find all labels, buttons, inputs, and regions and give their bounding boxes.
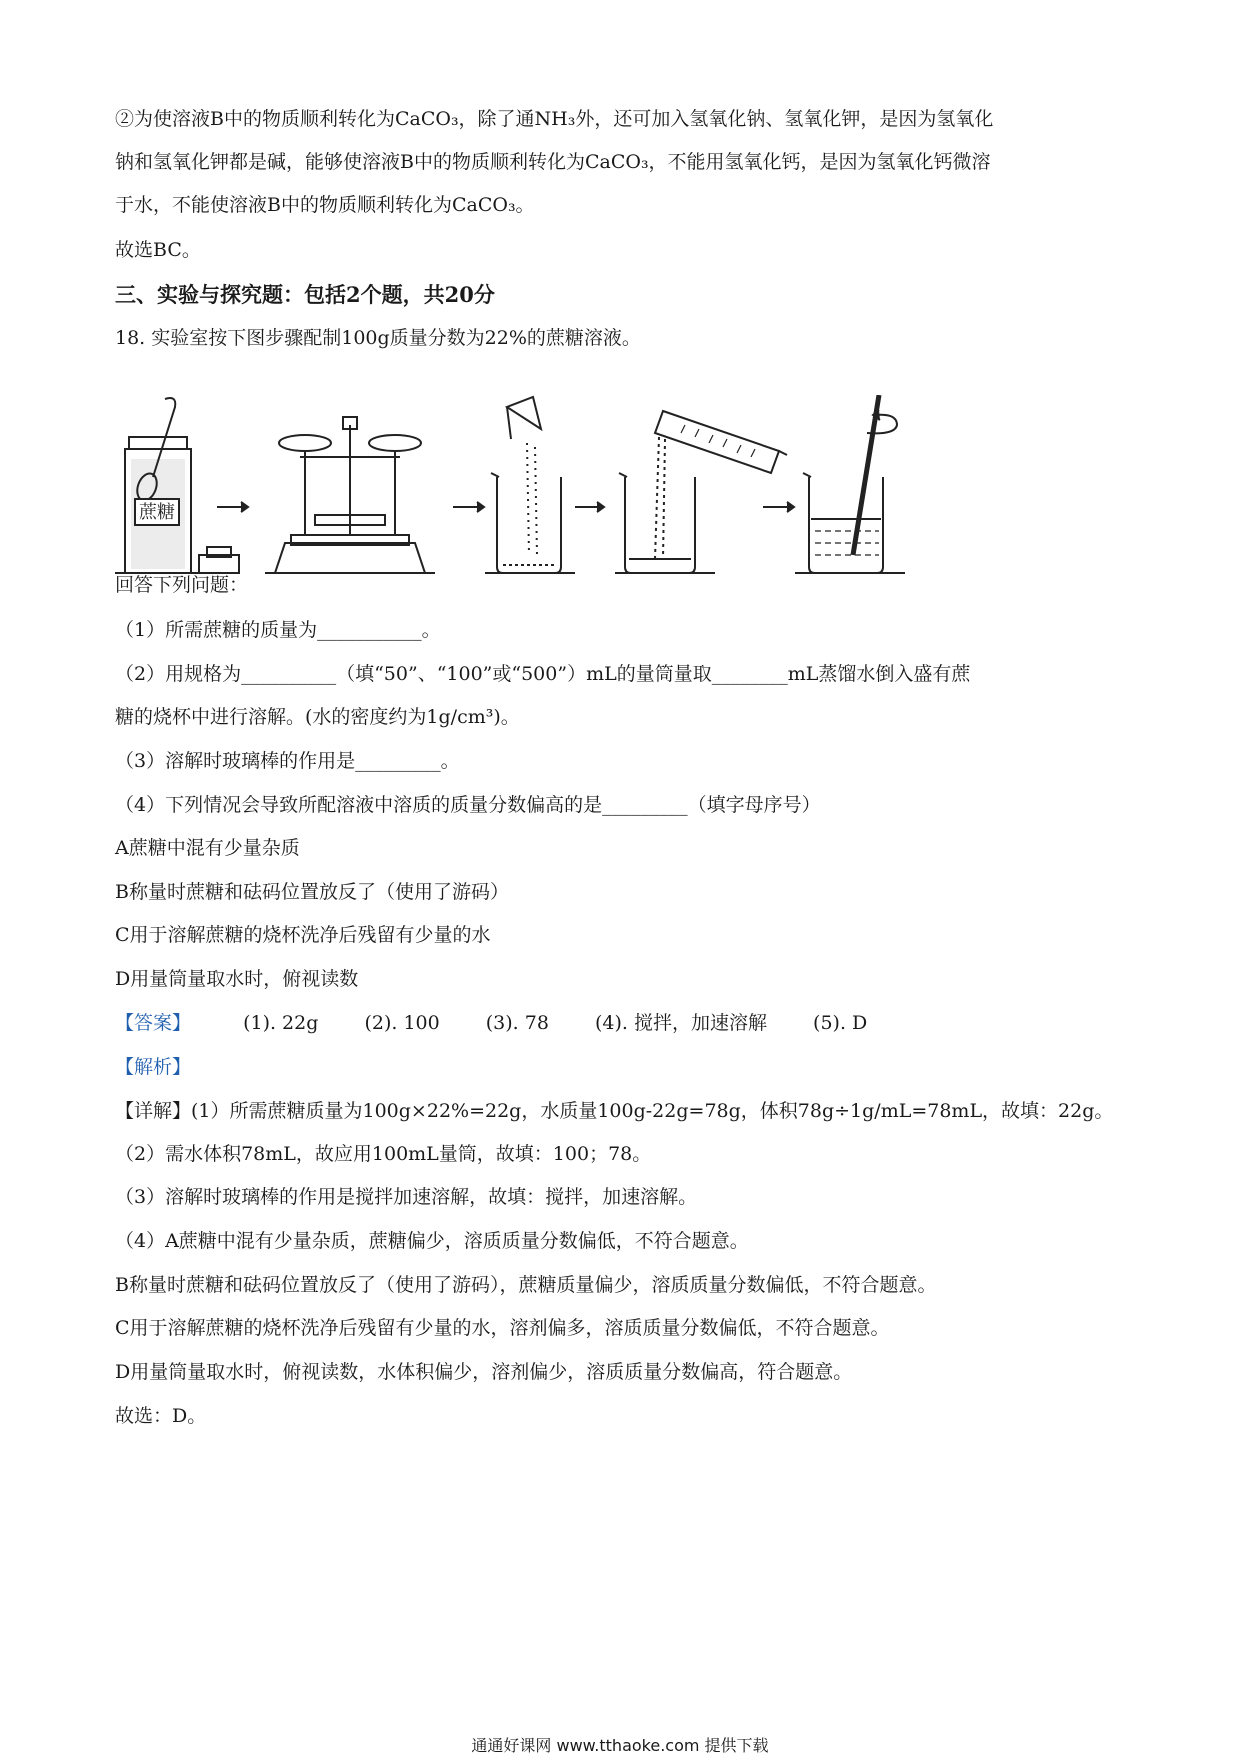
analysis-line: （4）A蔗糖中混有少量杂质，蔗糖偏少，溶质质量分数偏低，不符合题意。 (115, 1230, 749, 1252)
arrow-icon (453, 502, 484, 512)
answer-item: (2). 100 (364, 1012, 440, 1034)
analysis-line: 【详解】(1）所需蔗糖质量为100g×22%=22g，水质量100g-22g=78g，体积78g÷1g/mL=78mL，故填：22g。 (115, 1100, 1114, 1122)
answer-line (115, 1011, 867, 1035)
analysis-line: 故选：D。 (115, 1405, 207, 1427)
cylinder-pouring-icon (615, 411, 787, 573)
analysis-label: 【解析】 (115, 1056, 192, 1078)
answer-item: (3). 78 (485, 1012, 549, 1034)
option-c: C用于溶解蔗糖的烧杯洗净后残留有少量的水 (115, 924, 491, 946)
beaker-pouring-icon (485, 397, 575, 573)
jar-label: 蔗糖 (139, 502, 175, 523)
analysis-line: D用量筒量取水时，俯视读数，水体积偏少，溶剂偏少，溶质质量分数偏高，符合题意。 (115, 1361, 853, 1383)
sub-question-4: （4）下列情况会导致所配溶液中溶质的质量分数偏高的是_________（填字母序号） (115, 794, 821, 816)
text-line: 故选BC。 (115, 239, 201, 261)
answer-item: (1). 22g (243, 1012, 319, 1034)
reagent-jar-icon (115, 398, 239, 573)
analysis-line: （3）溶解时玻璃棒的作用是搅拌加速溶解，故填：搅拌，加速溶解。 (115, 1186, 698, 1208)
sub-question-2: （2）用规格为__________（填“50”、“100”或“500”）mL的量筒量取________mL蒸馏水倒入盛有蔗 (115, 663, 971, 685)
balance-icon (265, 417, 435, 573)
question-stem: 18. 实验室按下图步骤配制100g质量分数为22%的蔗糖溶液。 (115, 327, 641, 349)
text-line: 钠和氢氧化钾都是碱，能够使溶液B中的物质顺利转化为CaCO₃，不能用氢氧化钙，是因为氢氧化钙微溶 (115, 151, 991, 173)
option-a: A蔗糖中混有少量杂质 (115, 837, 300, 859)
arrow-icon (575, 502, 604, 512)
sub-question-3: （3）溶解时玻璃棒的作用是_________。 (115, 750, 460, 772)
option-d: D用量筒量取水时，俯视读数 (115, 968, 359, 990)
text-line: 于水，不能使溶液B中的物质顺利转化为CaCO₃。 (115, 194, 535, 216)
experiment-steps-figure (115, 395, 1015, 585)
arrow-icon (763, 502, 794, 512)
sub-question-1: （1）所需蔗糖的质量为___________。 (115, 619, 441, 641)
answer-label: 【答案】 (115, 1012, 192, 1034)
option-b: B称量时蔗糖和砝码位置放反了（使用了游码） (115, 881, 509, 903)
page-footer: 通通好课网 www.tthaoke.com 提供下载 (471, 1736, 769, 1755)
sub-question-2-cont: 糖的烧杯中进行溶解。(水的密度约为1g/cm³)。 (115, 706, 520, 728)
analysis-line: B称量时蔗糖和砝码位置放反了（使用了游码），蔗糖质量偏少，溶质质量分数偏低，不符合题意。 (115, 1274, 937, 1296)
analysis-line: （2）需水体积78mL，故应用100mL量筒，故填：100；78。 (115, 1143, 652, 1165)
analysis-line: C用于溶解蔗糖的烧杯洗净后残留有少量的水，溶剂偏多，溶质质量分数偏低，不符合题意。 (115, 1317, 890, 1339)
text-line: ②为使溶液B中的物质顺利转化为CaCO₃，除了通NH₃外，还可加入氢氧化钠、氢氧化钾，是因为氢氧化 (115, 108, 994, 130)
arrow-icon (217, 502, 248, 512)
section-title: 三、实验与探究题：包括2个题，共20分 (115, 282, 495, 307)
answer-item: (5). D (813, 1012, 868, 1034)
answer-item: (4). 搅拌，加速溶解 (594, 1012, 767, 1034)
question-prompt: 回答下列问题： (115, 574, 249, 596)
stirring-beaker-icon (795, 395, 905, 573)
